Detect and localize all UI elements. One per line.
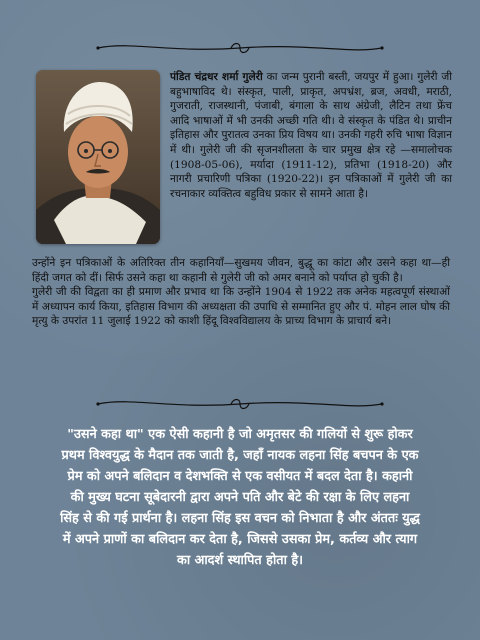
- top-divider-flourish: [90, 40, 390, 56]
- story-summary: "उसने कहा था" एक ऐसी कहानी है जो अमृतसर की गलियों से शुरू होकर प्रथम विश्वयुद्ध के मैदान तक जाती है, जहाँ नायक लहना सिंह बचपन के एक प्रेम को अपने बलिदान व देशभक्ति से एक वसीयत में बदल देता है। कहानी की मुख्य घटना सूबेदारनी द्वारा अपने पति और बेटे की रक्षा के लिए लहना सिंह से की गई प्रार्थना है। लहना सिंह इस वचन को निभाता है और अंततः युद्ध में अपने प्राणों का बलिदान कर देता है, जिससे उसका प्रेम, कर्तव्य और त्याग का आदर्श स्थापित होता है।: [60, 427, 420, 568]
- biography-intro-text: का जन्म पुरानी बस्ती, जयपुर में हुआ। गुलेरी जी बहुभाषाविद थे। संस्कृत, पाली, प्राकृत, अपभ्रंश, ब्रज, अवधी, मराठी, गुजराती, राजस्थानी, पंजाबी, बंगाला के साथ अंग्रेजी, लैटिन तथा फ्रेंच आदि भाषाओं में भी उनकी अच्छी गति थी। वे संस्कृत के पंडित थे। प्राचीन इतिहास और पुरातत्व उनका प्रिय विषय था। उनकी गहरी रुचि भाषा विज्ञान में थी। गुलेरी जी की सृजनशीलता के चार प्रमुख क्षेत्र रहे —समालोचक (1908-05-06), मर्यादा (1911-12), प्रतिभा (1918-20) और नागरी प्रचारिणी पत्रिका (1920-22)। इन पत्रिकाओं में गुलेरी जी का रचनाकार व्यक्तित्व बहुविध प्रकार से सामने आता है।: [170, 71, 452, 200]
- author-portrait: [36, 70, 160, 244]
- bottom-divider-flourish: [90, 396, 390, 412]
- biography-continued: [32, 256, 450, 329]
- biography-paragraph-career: गुलेरी जी की विद्वता का ही प्रमाण और प्रभाव था कि उन्होंने 1904 से 1922 तक अनेक महत्वपूर्ण संस्थाओं में अध्यापन कार्य किया, इतिहास विभाग की अध्यक्षता की उपाधि से सम्मानित हुए और पं. मोहन लाल घोष की मृत्यु के उपरांत 11 जुलाई 1922 को काशी हिंदू विश्वविद्यालय के प्राच्य विभाग के प्राचार्य बने।: [32, 286, 450, 328]
- biography-intro: [170, 70, 452, 201]
- biography-paragraph-stories: उन्होंने इन पत्रिकाओं के अतिरिक्त तीन कहानियाँ—सुखमय जीवन, बुद्धू का कांटा और उसने कहा था—ही हिंदी जगत को दीं। सिर्फ उसने कहा था कहानी से गुलेरी जी को अमर बनाने को पर्याप्त हो चुकी है।: [32, 257, 450, 284]
- author-name: पंडित चंद्रधर शर्मा गुलेरी: [170, 71, 263, 83]
